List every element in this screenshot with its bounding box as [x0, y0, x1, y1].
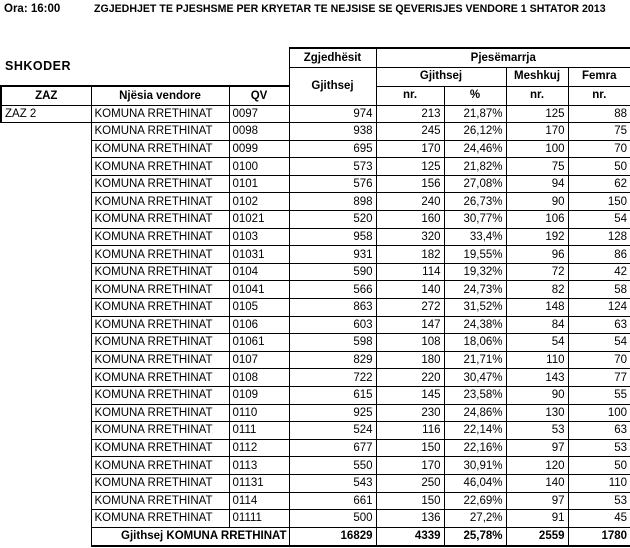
voters-cell: 958: [289, 228, 376, 246]
males-header: Meshkuj: [506, 67, 568, 86]
males-nr-cell: 143: [506, 369, 568, 387]
percentage-cell: 27,08%: [444, 175, 506, 193]
unit-cell: KOMUNA RRETHINAT: [91, 422, 229, 440]
percentage-cell: 30,91%: [444, 457, 506, 475]
voters-cell: 598: [289, 334, 376, 352]
females-nr-cell: 58: [568, 281, 630, 299]
percentage-cell: 22,69%: [444, 492, 506, 510]
voters-cell: 524: [289, 422, 376, 440]
total-percentage-cell: 25,78%: [444, 527, 506, 546]
females-nr-cell: 77: [568, 369, 630, 387]
table-row: [1, 387, 630, 405]
voters-cell: 603: [289, 316, 376, 334]
percentage-cell: 19,32%: [444, 263, 506, 281]
voters-cell: 931: [289, 246, 376, 264]
page-title: ZGJEDHJET TE PJESHSME PER KRYETAR TE NEJSISE SE QEVERISJES VENDORE 1 SHTATOR 2013: [94, 3, 606, 15]
females-nr-cell: 50: [568, 457, 630, 475]
qv-cell: 0107: [229, 351, 289, 369]
qv-cell: 01061: [229, 334, 289, 352]
table-row: [1, 369, 630, 387]
unit-cell: KOMUNA RRETHINAT: [91, 228, 229, 246]
unit-cell: KOMUNA RRETHINAT: [91, 123, 229, 141]
table-row: [1, 263, 630, 281]
voters-cell: 722: [289, 369, 376, 387]
table-row: [1, 140, 630, 158]
table-header: [1, 48, 630, 105]
qv-cell: 01131: [229, 474, 289, 492]
females-nr-cell: 63: [568, 316, 630, 334]
unit-cell: KOMUNA RRETHINAT: [91, 263, 229, 281]
zaz-header: ZAZ: [1, 86, 91, 105]
males-nr-cell: 84: [506, 316, 568, 334]
qv-cell: 0100: [229, 158, 289, 176]
table-row: [1, 158, 630, 176]
table-row: [1, 105, 630, 123]
males-nr-cell: 90: [506, 387, 568, 405]
total-participants-cell: 4339: [376, 527, 444, 546]
qv-cell: 0104: [229, 263, 289, 281]
percentage-cell: 23,58%: [444, 387, 506, 405]
unit-cell: KOMUNA RRETHINAT: [91, 369, 229, 387]
table-row: [1, 228, 630, 246]
qv-cell: 01031: [229, 246, 289, 264]
table-row: [1, 439, 630, 457]
females-nr-cell: 54: [568, 334, 630, 352]
participants-nr-cell: 170: [376, 140, 444, 158]
time-label: Ora: 16:00: [4, 3, 61, 15]
males-nr-cell: 72: [506, 263, 568, 281]
percentage-cell: 46,04%: [444, 474, 506, 492]
females-nr-cell: 54: [568, 211, 630, 229]
qv-cell: 0106: [229, 316, 289, 334]
table-row: [1, 510, 630, 528]
qv-cell: 0110: [229, 404, 289, 422]
participants-nr-cell: 180: [376, 351, 444, 369]
females-header: Femra: [568, 67, 630, 86]
females-nr-cell: 62: [568, 175, 630, 193]
unit-cell: KOMUNA RRETHINAT: [91, 510, 229, 528]
qv-cell: 0103: [229, 228, 289, 246]
unit-cell: KOMUNA RRETHINAT: [91, 193, 229, 211]
voters-cell: 974: [289, 105, 376, 123]
percentage-cell: 33,4%: [444, 228, 506, 246]
table-row: [1, 299, 630, 317]
unit-cell: KOMUNA RRETHINAT: [91, 299, 229, 317]
participants-nr-cell: 272: [376, 299, 444, 317]
females-nr-cell: 70: [568, 140, 630, 158]
participants-nr-cell: 114: [376, 263, 444, 281]
voters-cell: 615: [289, 387, 376, 405]
results-table: [0, 47, 630, 547]
unit-header: Njësia vendore: [91, 86, 229, 105]
unit-cell: KOMUNA RRETHINAT: [91, 211, 229, 229]
voters-cell: 829: [289, 351, 376, 369]
table-row: [1, 474, 630, 492]
percentage-cell: 27,2%: [444, 510, 506, 528]
males-nr-cell: 97: [506, 439, 568, 457]
voters-cell: 550: [289, 457, 376, 475]
females-nr-header: nr.: [568, 86, 630, 105]
participation-group-header: Pjesëmarrja: [376, 48, 630, 67]
qv-cell: 01041: [229, 281, 289, 299]
unit-cell: KOMUNA RRETHINAT: [91, 404, 229, 422]
percentage-cell: 24,73%: [444, 281, 506, 299]
table-row: [1, 422, 630, 440]
qv-cell: 0114: [229, 492, 289, 510]
region-label: SHKODER: [5, 58, 72, 73]
total-label-cell: Gjithsej KOMUNA RRETHINAT: [91, 527, 289, 546]
header-row-1: [1, 48, 630, 67]
females-nr-cell: 150: [568, 193, 630, 211]
males-nr-header: nr.: [506, 86, 568, 105]
qv-cell: 0112: [229, 439, 289, 457]
table-row: [1, 211, 630, 229]
participation-total-header: Gjithsej: [376, 67, 506, 86]
table-row: [1, 334, 630, 352]
females-nr-cell: 88: [568, 105, 630, 123]
voters-cell: 500: [289, 510, 376, 528]
participants-nr-cell: 156: [376, 175, 444, 193]
males-nr-cell: 96: [506, 246, 568, 264]
participants-nr-cell: 150: [376, 439, 444, 457]
qv-cell: 0098: [229, 123, 289, 141]
participants-nr-cell: 136: [376, 510, 444, 528]
males-nr-cell: 91: [506, 510, 568, 528]
voters-cell: 520: [289, 211, 376, 229]
table-row: [1, 492, 630, 510]
voters-cell: 925: [289, 404, 376, 422]
females-nr-cell: 128: [568, 228, 630, 246]
participants-nr-cell: 240: [376, 193, 444, 211]
voters-cell: 661: [289, 492, 376, 510]
qv-cell: 0113: [229, 457, 289, 475]
females-nr-cell: 55: [568, 387, 630, 405]
table-row: [1, 193, 630, 211]
males-nr-cell: 192: [506, 228, 568, 246]
females-nr-cell: 45: [568, 510, 630, 528]
qv-cell: 0097: [229, 105, 289, 123]
males-nr-cell: 120: [506, 457, 568, 475]
percentage-cell: 21,87%: [444, 105, 506, 123]
unit-cell: KOMUNA RRETHINAT: [91, 387, 229, 405]
percentage-cell: 19,55%: [444, 246, 506, 264]
table-row: [1, 246, 630, 264]
qv-cell: 0099: [229, 140, 289, 158]
percentage-cell: 24,38%: [444, 316, 506, 334]
percentage-cell: 22,16%: [444, 439, 506, 457]
participants-nr-cell: 145: [376, 387, 444, 405]
females-nr-cell: 75: [568, 123, 630, 141]
voters-cell: 898: [289, 193, 376, 211]
females-nr-cell: 100: [568, 404, 630, 422]
males-nr-cell: 54: [506, 334, 568, 352]
participants-nr-cell: 147: [376, 316, 444, 334]
unit-cell: KOMUNA RRETHINAT: [91, 158, 229, 176]
males-nr-cell: 75: [506, 158, 568, 176]
females-nr-cell: 50: [568, 158, 630, 176]
participants-nr-cell: 320: [376, 228, 444, 246]
participants-nr-cell: 182: [376, 246, 444, 264]
percentage-cell: 31,52%: [444, 299, 506, 317]
qv-cell: 0111: [229, 422, 289, 440]
zaz-value-cell: ZAZ 2: [1, 105, 91, 123]
total-zaz-empty-cell: [1, 527, 91, 546]
unit-cell: KOMUNA RRETHINAT: [91, 351, 229, 369]
total-voters-cell: 16829: [289, 527, 376, 546]
voters-cell: 573: [289, 158, 376, 176]
percentage-cell: 24,86%: [444, 404, 506, 422]
participants-nr-header: nr.: [376, 86, 444, 105]
participants-nr-cell: 230: [376, 404, 444, 422]
males-nr-cell: 97: [506, 492, 568, 510]
percentage-cell: 22,14%: [444, 422, 506, 440]
participants-nr-cell: 125: [376, 158, 444, 176]
unit-cell: KOMUNA RRETHINAT: [91, 439, 229, 457]
males-nr-cell: 125: [506, 105, 568, 123]
males-nr-cell: 148: [506, 299, 568, 317]
voters-cell: 566: [289, 281, 376, 299]
males-nr-cell: 82: [506, 281, 568, 299]
table-row: [1, 316, 630, 334]
percentage-cell: 26,12%: [444, 123, 506, 141]
participants-nr-cell: 213: [376, 105, 444, 123]
females-nr-cell: 63: [568, 422, 630, 440]
males-nr-cell: 110: [506, 351, 568, 369]
percentage-cell: 24,46%: [444, 140, 506, 158]
participants-nr-cell: 220: [376, 369, 444, 387]
unit-cell: KOMUNA RRETHINAT: [91, 316, 229, 334]
participants-nr-cell: 150: [376, 492, 444, 510]
voters-total-header: Gjithsej: [289, 67, 376, 105]
table-row: [1, 351, 630, 369]
males-nr-cell: 90: [506, 193, 568, 211]
participants-nr-cell: 116: [376, 422, 444, 440]
participants-nr-cell: 160: [376, 211, 444, 229]
qv-cell: 0108: [229, 369, 289, 387]
table-row: [1, 404, 630, 422]
percentage-cell: 21,82%: [444, 158, 506, 176]
percent-header: %: [444, 86, 506, 105]
total-row: [1, 527, 630, 546]
zaz-empty-cell: [1, 123, 91, 528]
table-row: [1, 123, 630, 141]
unit-cell: KOMUNA RRETHINAT: [91, 281, 229, 299]
participants-nr-cell: 170: [376, 457, 444, 475]
percentage-cell: 30,47%: [444, 369, 506, 387]
participants-nr-cell: 245: [376, 123, 444, 141]
unit-cell: KOMUNA RRETHINAT: [91, 492, 229, 510]
males-nr-cell: 53: [506, 422, 568, 440]
percentage-cell: 26,73%: [444, 193, 506, 211]
voters-cell: 576: [289, 175, 376, 193]
percentage-cell: 21,71%: [444, 351, 506, 369]
qv-cell: 0102: [229, 193, 289, 211]
males-nr-cell: 106: [506, 211, 568, 229]
table-row: [1, 175, 630, 193]
males-nr-cell: 94: [506, 175, 568, 193]
qv-header: QV: [229, 86, 289, 105]
percentage-cell: 30,77%: [444, 211, 506, 229]
qv-cell: 01021: [229, 211, 289, 229]
participants-nr-cell: 108: [376, 334, 444, 352]
total-females-cell: 1780: [568, 527, 630, 546]
males-nr-cell: 100: [506, 140, 568, 158]
unit-cell: KOMUNA RRETHINAT: [91, 140, 229, 158]
females-nr-cell: 124: [568, 299, 630, 317]
qv-cell: 01111: [229, 510, 289, 528]
voters-cell: 938: [289, 123, 376, 141]
females-nr-cell: 53: [568, 439, 630, 457]
females-nr-cell: 86: [568, 246, 630, 264]
unit-cell: KOMUNA RRETHINAT: [91, 334, 229, 352]
unit-cell: KOMUNA RRETHINAT: [91, 105, 229, 123]
unit-cell: KOMUNA RRETHINAT: [91, 457, 229, 475]
qv-cell: 0101: [229, 175, 289, 193]
voters-cell: 695: [289, 140, 376, 158]
total-males-cell: 2559: [506, 527, 568, 546]
percentage-cell: 18,06%: [444, 334, 506, 352]
males-nr-cell: 140: [506, 474, 568, 492]
voters-group-header: Zgjedhësit: [289, 48, 376, 67]
results-tbody: [1, 105, 630, 546]
unit-cell: KOMUNA RRETHINAT: [91, 175, 229, 193]
voters-cell: 590: [289, 263, 376, 281]
participants-nr-cell: 140: [376, 281, 444, 299]
table-row: [1, 281, 630, 299]
qv-cell: 0105: [229, 299, 289, 317]
unit-cell: KOMUNA RRETHINAT: [91, 246, 229, 264]
females-nr-cell: 42: [568, 263, 630, 281]
voters-cell: 543: [289, 474, 376, 492]
males-nr-cell: 130: [506, 404, 568, 422]
females-nr-cell: 53: [568, 492, 630, 510]
males-nr-cell: 170: [506, 123, 568, 141]
qv-cell: 0109: [229, 387, 289, 405]
voters-cell: 863: [289, 299, 376, 317]
unit-cell: KOMUNA RRETHINAT: [91, 474, 229, 492]
females-nr-cell: 110: [568, 474, 630, 492]
voters-cell: 677: [289, 439, 376, 457]
females-nr-cell: 70: [568, 351, 630, 369]
participants-nr-cell: 250: [376, 474, 444, 492]
table-row: [1, 457, 630, 475]
